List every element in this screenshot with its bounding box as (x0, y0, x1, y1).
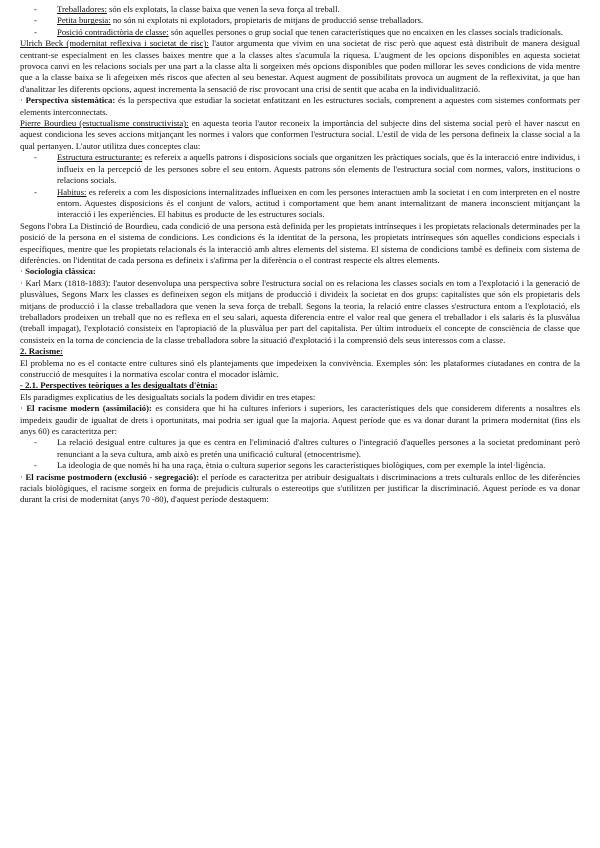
list-text: són aquelles persones o grup social que tenen característiques que no encaixen en les classes socials tradicionals. (168, 26, 563, 37)
dash-marker: - (34, 15, 37, 26)
sistemica-text: és la perspectiva que estudiar la societat enfatitzant en les estructures socials, comprenent a aquestes com sistemes conformats per elements interconnectats. (20, 95, 581, 117)
list-item (20, 187, 580, 221)
modern-paragraph (20, 403, 580, 437)
list-text: es refereix a com les disposicions internalitzades influeixen en com les persones interactuen amb la societat i en com interpreten en el nostre entorn. Aquestes disposicions és el conjunt de valors, actitud i comportament que hem anant internalitzant de manera inconscient mitjançant la interacció i les experiències. El habitus es producte de les estructures socials. (57, 186, 580, 220)
bourdieu-text: en aquesta teoria l'autor reconeix la importància del subjecte dins del sistema social però el haver nascut en aquest condiciona les seves accions mitjançant les normes i valors que conformen l'estructura social. L'estil de vida de les persona defineix la classe social a la qual pertanyen. L'autor utilitza dues conceptes clau: (20, 118, 581, 151)
list-item (20, 15, 580, 26)
list-item (20, 437, 580, 460)
classica-heading: Sociologia clàssica: (25, 266, 96, 277)
dash-marker: - (34, 26, 37, 37)
list-term: Estructura estructurante: (57, 152, 143, 163)
postmodern-paragraph (20, 472, 580, 506)
sistemica-heading: Perspectiva sistemàtica: (25, 95, 116, 106)
racisme-sub-intro: Els paradigmes explicatius de les desigualtats socials la podem dividir en tres etapes: (20, 391, 316, 402)
list-text: La ideologia de que només hi ha una raça, ètnia o cultura superior segons les característiques biològiques, com per exemple la intel·ligència. (57, 460, 546, 471)
bullet-marker: · (20, 471, 23, 482)
dash-marker: - (34, 152, 37, 163)
racisme-title: 2. Racisme: (20, 346, 63, 357)
modern-list (20, 437, 580, 471)
bourdieu-after-paragraph: Segons l'obra La Distinció de Bourdieu, cada condició de una persona està definida per les propietats intrínseques i les propietats relacionals determinades per la posició de la persona en el sistema de condicions. Les condicions és la identitat de la persona, les propietats intrínseques són aquelles condicions especials i específiques, mentre que les propietats relacionals és la interacció amb altres elements del sistema. El sistema de condicions també es defineix com sistema de diferències. on l'identitat de cada persona es defineix i s'afirma per la diferència o el contrast respecte els altres elements. (20, 220, 580, 265)
racisme-intro: El problema no es el contacte entre cultures sinó els plantejaments que impedeixen la convivència. Exemples són: les plataformes ciutadanes en contra de la construcció de mesquites i la normativa escolar contra el mocador islàmic. (20, 357, 580, 379)
bullet-marker: · (20, 95, 23, 106)
document-page (20, 4, 580, 506)
beck-paragraph (20, 38, 580, 95)
bourdieu-paragraph (20, 118, 580, 152)
dash-marker: - (34, 460, 37, 471)
beck-heading: Ulrich Beck (modernitat reflexiva i societat de risc): (20, 38, 209, 49)
bullet-marker: · (20, 403, 23, 414)
racisme-subtitle: - 2.1. Perspectives teòriques a les desigualtats d'ètnia: (20, 380, 218, 391)
list-term: Treballadores: (57, 4, 107, 14)
bullet-marker: · (20, 266, 23, 277)
dash-marker: - (34, 437, 37, 448)
modern-text: es considera que hi ha cultures inferiors i superiors, les característiques dels que considerem diferents a nosaltres els impedeix gaudir de igualtat de drets i oportunitats, mai podria ser igual que la majoria. Aquest període que es va donar durant la primera modernitat (fins els anys 60) es caracteritza per: (20, 403, 581, 437)
bourdieu-heading: Pierre Bourdieu (estuctualisme constructivista): (20, 118, 189, 129)
list-text: es refereix a aquells patrons i disposicions socials que organitzen les pràctiques socials, que és la interacció entre individus, i influeix en la percepció de les persones sobre el seu entorn. Aquests patrons són elements de l'estructura social com normes, valors, institucions o relacions socials. (57, 152, 580, 186)
bullet-marker: · (20, 277, 23, 288)
list-item (20, 152, 580, 186)
list-term: Habitus: (57, 186, 87, 197)
marx-paragraph (20, 278, 580, 346)
list-item (20, 460, 580, 471)
top-list (20, 4, 580, 38)
list-term: Posició contradictòria de classe: (57, 26, 169, 37)
dash-marker: - (34, 4, 37, 14)
postmodern-text: el període es caracteritza per atribuir desigualtats i discriminacions a trets culturals enlloc de les diferències racials biològiques, el racisme sorgeix en forma de prejudicis culturals o estereotips que s'utilitzen per justificar la discriminació. Aquest període es va donar durant la crisi de modernitat (anys 70 -80), d'aquest període destaquem: (20, 471, 581, 505)
list-text: no són ni explotats ni explotadors, propietaris de mitjans de producció sense treballadors. (110, 15, 424, 26)
bourdieu-list (20, 152, 580, 220)
sistemica-paragraph (20, 95, 580, 118)
list-item (20, 27, 580, 38)
list-text: La relació desigual entre cultures ja que es centra en l'eliminació d'altres cultures o l'integració d'aquelles persones a la societat predominant però renunciant a la seva cultura, amb això es pretén una unificació cultural (etnocentrisme). (57, 437, 580, 459)
classica-heading-line (20, 266, 580, 277)
list-term: Petita burgesia: (57, 15, 111, 26)
dash-marker: - (34, 186, 37, 197)
postmodern-heading: El racisme postmodern (exclusió - segregació): (25, 471, 200, 482)
beck-text: l'autor argumenta que vivim en una societat de risc però que aquest està distribuït de manera desigual centrant-se especialment en les classes baixes mentre que a la classes altes s'acumula la riquesa. L'augment de les opcions disponibles en aquesta societat provoca canvi en les relacions socials per una part a la classe alta li sorgeixen més opcions disponibles que poden millorar les seves condicions de vida mentre que a la classe baixa se li afegeixen més riscos que afecten al seu benestar. Aquest augment de possibilitats provoca un augment de la reflexivitat, ja que han d'analitzar les diferents opcions, aquest incrementa la sensació de risc provocant una crisi de sentit que acaba en la individualització. (20, 38, 581, 94)
list-text: són els explotats, la classe baixa que venen la seva força al treball. (106, 4, 340, 14)
list-item (20, 4, 580, 15)
modern-heading: El racisme modern (assimilació): (26, 403, 152, 414)
marx-text: Karl Marx (1818-1883): l'autor desenvolupa una perspectiva sobre l'estructura social on es relaciona les classes socials en tom a l'explotació i la generació de plusvàlues, Segons Marx les classes es defineixen segon els mitjans de producció i divideix la societat en dos grups: capitalistes que són els propietaris dels mitjans de producció i la classe treballadora que venen la seva força de treball. Segons la teoria, la relació entre classes s'estructura entom a l'explotació, els treballadors prodeixen un treball que no es reflexa en el seu salari, aquesta diferencia entre el valor real que genera el treballador i els salaris és la plusvàlua (treball impagat), l'explotació consisteix en l'apropiació de la plusvàlua per part del capitalista. Per últim introdueix el concepte de consciència de classe que consisteix en la tornа de conciencia de la classe treballadora sobre la situació d'explotació i la comprensió dels seus interessos com a classe. (20, 277, 580, 345)
